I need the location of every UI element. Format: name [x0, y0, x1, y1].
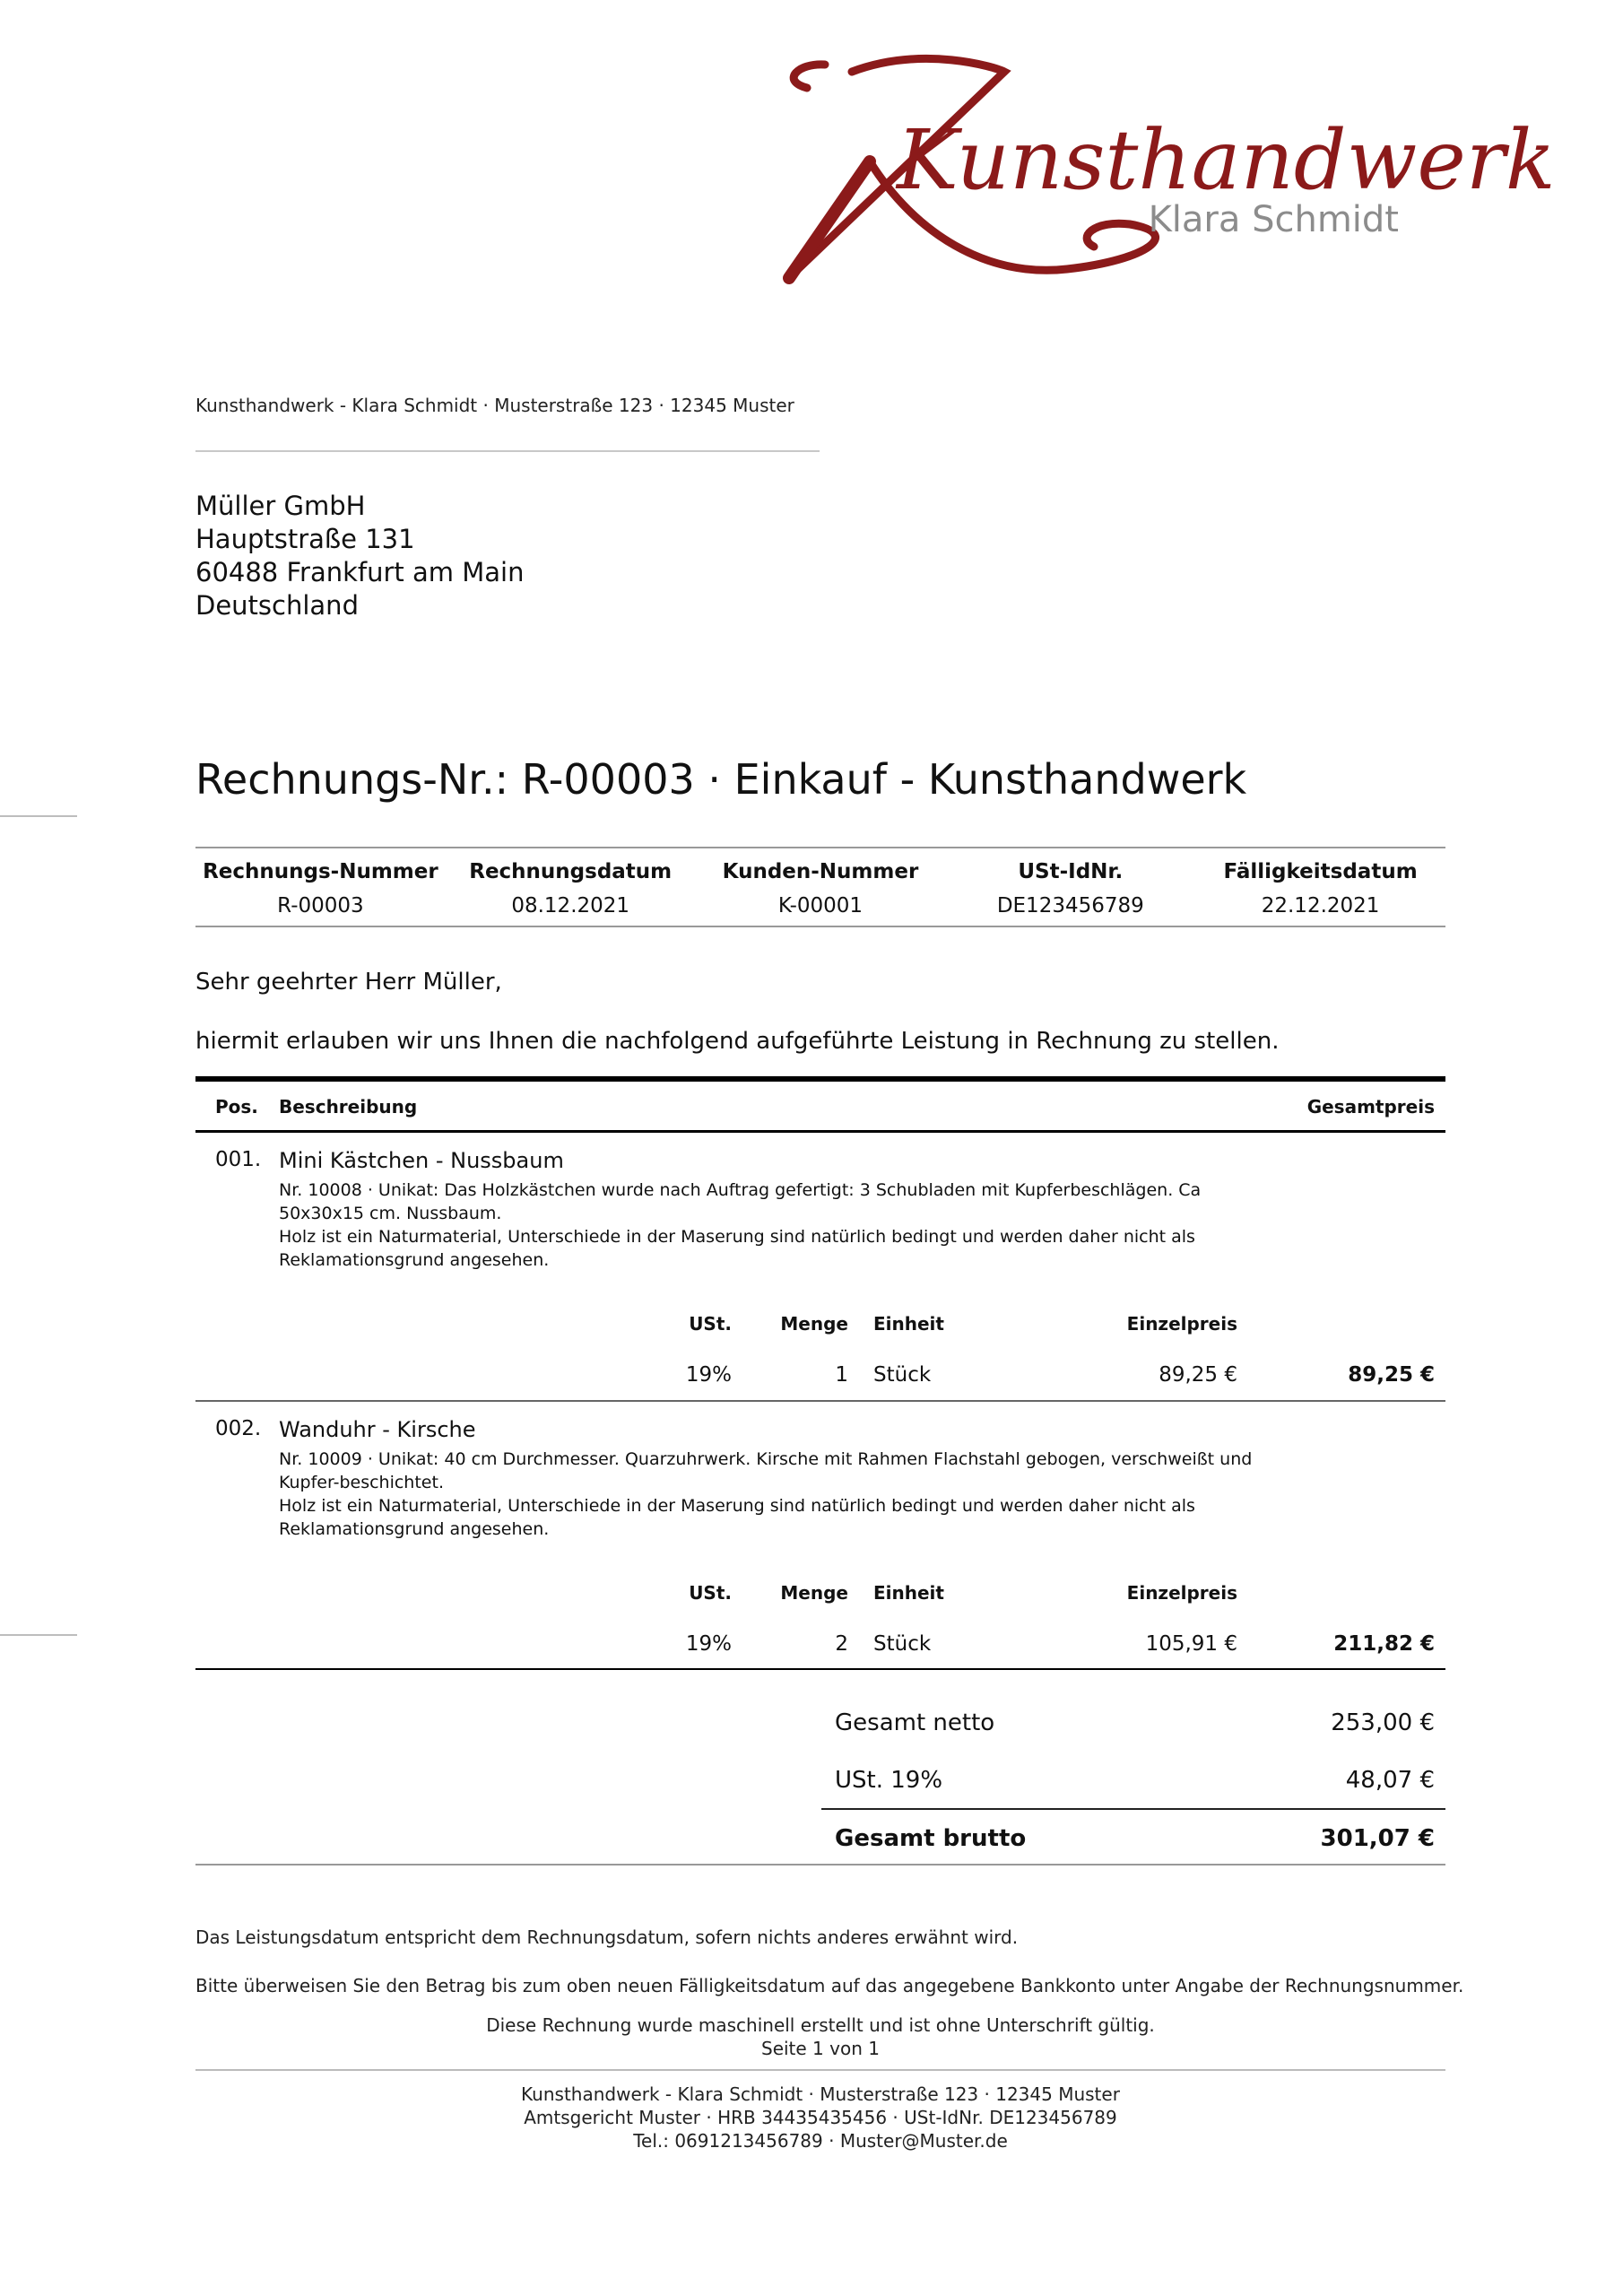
item-1-desc-line: Holz ist ein Naturmaterial, Unterschiede in der Maserung sind natürlich bedingt und werden daher nicht als — [279, 1227, 1195, 1247]
total-net-label: Gesamt netto — [835, 1709, 995, 1736]
footer-registry: Amtsgericht Muster · HRB 34435435456 · USt-IdNr. DE123456789 — [524, 2107, 1117, 2128]
item-1-pos: 001. — [215, 1148, 262, 1171]
footer-address: Kunsthandwerk - Klara Schmidt · Musterstraße 123 · 12345 Muster — [521, 2083, 1120, 2105]
item-1-title: Mini Kästchen - Nussbaum — [279, 1148, 564, 1173]
item-2-unit-header: Einheit — [873, 1582, 944, 1604]
company-logo — [771, 54, 1556, 296]
recipient-address — [195, 490, 524, 622]
total-gross-label: Gesamt brutto — [835, 1825, 1027, 1852]
item-1-desc-line: Reklamationsgrund angesehen. — [279, 1250, 550, 1270]
col-header-pos: Pos. — [215, 1096, 258, 1118]
footer-divider — [195, 2069, 1445, 2071]
item-2-qty: 2 — [835, 1632, 848, 1656]
item-2-total: 211,82 € — [1333, 1632, 1435, 1656]
intro-text: hiermit erlauben wir uns Ihnen die nachfolgend aufgeführte Leistung in Rechnung zu stellen. — [195, 1028, 1280, 1055]
totals-divider — [821, 1808, 1445, 1810]
fold-mark-bottom — [0, 1634, 77, 1636]
logo-sub-text: Klara Schmidt — [1148, 199, 1399, 240]
item-1-total: 89,25 € — [1348, 1363, 1435, 1387]
meta-invoice-number: R-00003 — [277, 894, 364, 918]
table-top-rule — [195, 1076, 1445, 1082]
service-date-note: Das Leistungsdatum entspricht dem Rechnungsdatum, sofern nichts anderes erwähnt wird. — [195, 1926, 1019, 1948]
meta-header-customer-number: Kunden-Nummer — [722, 860, 919, 883]
recipient-company: Müller GmbH — [195, 491, 366, 521]
machine-generated-text: Diese Rechnung wurde maschinell erstellt und ist ohne Unterschrift gültig. — [486, 2014, 1155, 2036]
item-2-desc-line: Reklamationsgrund angesehen. — [279, 1519, 550, 1539]
fold-mark-top — [0, 815, 77, 817]
meta-value-row — [195, 888, 1445, 926]
payment-note: Bitte überweisen Sie den Betrag bis zum oben neuen Fälligkeitsdatum auf das angegebene Bankkonto unter Angabe der Rechnungsnummer. — [195, 1975, 1464, 1996]
invoice-meta-table — [195, 847, 1445, 927]
item-2-qty-header: Menge — [780, 1582, 848, 1604]
invoice-title: Rechnungs-Nr.: R-00003 · Einkauf - Kunsthandwerk — [195, 755, 1247, 804]
meta-header-invoice-date: Rechnungsdatum — [469, 860, 673, 883]
total-net-value: 253,00 € — [1331, 1709, 1435, 1736]
item-1-vat-header: USt. — [689, 1313, 732, 1335]
item-2-unit-price-header: Einzelpreis — [1126, 1582, 1237, 1604]
total-gross-value: 301,07 € — [1320, 1825, 1435, 1852]
greeting: Sehr geehrter Herr Müller, — [195, 969, 502, 996]
item-1-qty: 1 — [835, 1363, 848, 1387]
item-2-desc-line: Nr. 10009 · Unikat: 40 cm Durchmesser. Quarzuhrwerk. Kirsche mit Rahmen Flachstahl gebogen, verschweißt und — [279, 1449, 1253, 1469]
item-1-divider — [195, 1400, 1445, 1402]
company-footer — [195, 2083, 1445, 2152]
recipient-city: 60488 Frankfurt am Main — [195, 557, 525, 587]
item-1-unit-price-header: Einzelpreis — [1126, 1313, 1237, 1335]
meta-header-vat-id: USt-IdNr. — [1018, 860, 1124, 883]
items-end-rule — [195, 1668, 1445, 1670]
meta-header-row — [195, 848, 1445, 888]
page-number: Seite 1 von 1 — [761, 2038, 880, 2059]
item-1-unit-header: Einheit — [873, 1313, 944, 1335]
item-2-vat: 19% — [685, 1632, 732, 1656]
col-header-total: Gesamtpreis — [1306, 1096, 1435, 1118]
meta-customer-number: K-00001 — [777, 894, 864, 918]
totals-bottom-rule — [195, 1864, 1445, 1866]
sender-line: Kunsthandwerk - Klara Schmidt · Musterstraße 123 · 12345 Muster — [195, 395, 794, 416]
item-1-unit-price: 89,25 € — [1159, 1363, 1237, 1387]
item-1-unit: Stück — [873, 1363, 932, 1387]
footer-contact: Tel.: 0691213456789 · Muster@Muster.de — [633, 2130, 1008, 2152]
meta-header-due-date: Fälligkeitsdatum — [1223, 860, 1418, 883]
item-1-desc-line: 50x30x15 cm. Nussbaum. — [279, 1204, 502, 1223]
item-1-vat: 19% — [685, 1363, 732, 1387]
meta-vat-id: DE123456789 — [996, 894, 1144, 918]
item-1-qty-header: Menge — [780, 1313, 848, 1335]
item-2-pos: 002. — [215, 1417, 262, 1440]
total-vat-label: USt. 19% — [835, 1767, 943, 1794]
meta-due-date: 22.12.2021 — [1261, 894, 1380, 918]
meta-invoice-date: 08.12.2021 — [511, 894, 630, 918]
item-1-description — [279, 1178, 1355, 1272]
total-vat-value: 48,07 € — [1345, 1767, 1435, 1794]
logo-main-text: Kunsthandwerk — [897, 112, 1556, 208]
recipient-street: Hauptstraße 131 — [195, 524, 415, 554]
item-2-unit-price: 105,91 € — [1145, 1632, 1237, 1656]
table-header-rule — [195, 1130, 1445, 1133]
meta-header-invoice-number: Rechnungs-Nummer — [203, 860, 438, 883]
item-2-description — [279, 1448, 1355, 1541]
machine-note — [195, 2013, 1445, 2060]
item-2-desc-line: Holz ist ein Naturmaterial, Unterschiede in der Maserung sind natürlich bedingt und werden daher nicht als — [279, 1496, 1195, 1516]
recipient-country: Deutschland — [195, 590, 359, 621]
item-2-vat-header: USt. — [689, 1582, 732, 1604]
item-2-title: Wanduhr - Kirsche — [279, 1417, 476, 1442]
col-header-description: Beschreibung — [279, 1096, 418, 1118]
item-2-unit: Stück — [873, 1632, 932, 1656]
item-1-desc-line: Nr. 10008 · Unikat: Das Holzkästchen wurde nach Auftrag gefertigt: 3 Schubladen mit Kupferbeschlägen. Ca — [279, 1180, 1202, 1200]
sender-divider — [195, 450, 820, 452]
item-2-desc-line: Kupfer-beschichtet. — [279, 1473, 444, 1492]
